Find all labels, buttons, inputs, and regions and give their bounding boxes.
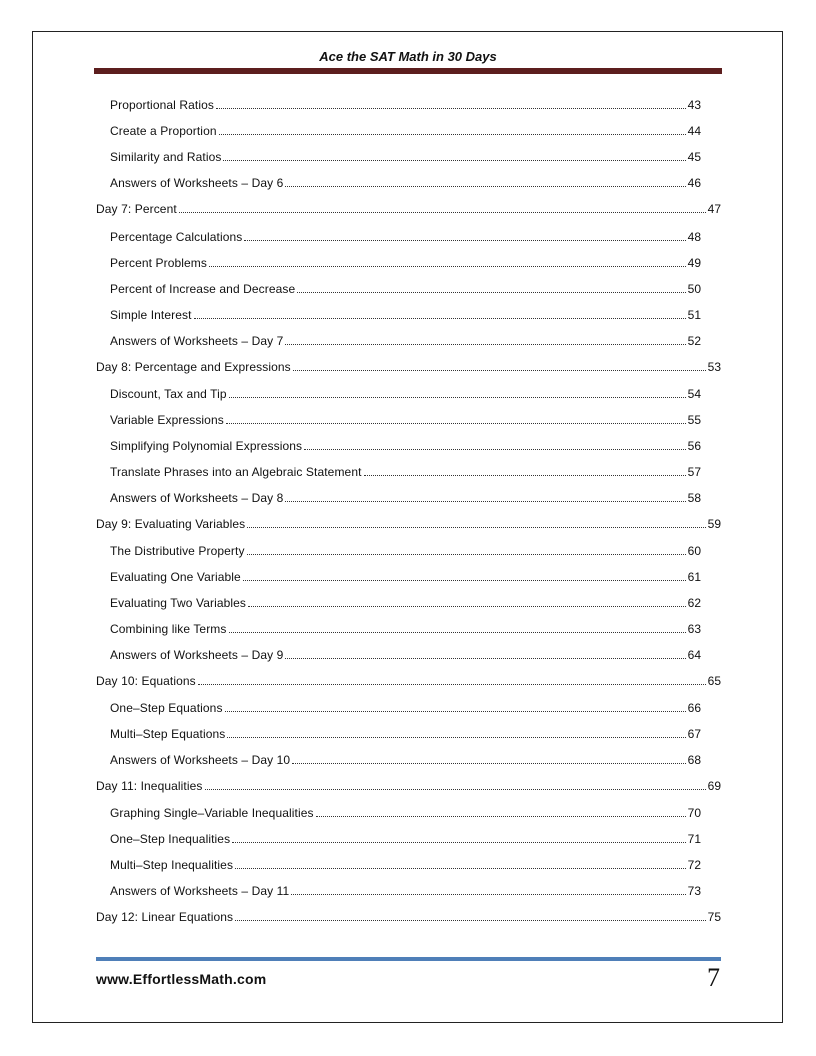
toc-entry[interactable] [110, 830, 721, 846]
toc-entry-page: 65 [707, 674, 721, 688]
toc-dot-leader [227, 737, 685, 738]
running-header-title: Ace the SAT Math in 30 Days [319, 49, 497, 64]
toc-entry-title: Day 11: Inequalities [96, 779, 203, 793]
toc-entry-page: 70 [687, 806, 701, 820]
toc-entry[interactable] [110, 437, 721, 453]
toc-entry-page: 52 [687, 334, 701, 348]
toc-entry-title: The Distributive Property [110, 544, 245, 558]
toc-entry-page: 63 [687, 622, 701, 636]
toc-entry-page: 59 [707, 517, 721, 531]
toc-entry[interactable] [110, 96, 721, 112]
toc-dot-leader [316, 816, 686, 817]
toc-entry-title: Answers of Worksheets – Day 9 [110, 648, 284, 662]
toc-dot-leader [285, 658, 685, 659]
toc-entry-page: 60 [687, 544, 701, 558]
toc-entry-title: Day 12: Linear Equations [96, 910, 234, 924]
toc-entry-page: 48 [687, 230, 701, 244]
toc-entry-page: 43 [687, 98, 701, 112]
toc-entry-page: 46 [687, 176, 701, 190]
toc-entry-title: Answers of Worksheets – Day 8 [110, 491, 284, 505]
toc-dot-leader [248, 606, 686, 607]
toc-dot-leader [209, 266, 686, 267]
toc-entry[interactable] [96, 515, 721, 531]
toc-entry-page: 62 [687, 596, 701, 610]
toc-entry-title: Multi–Step Equations [110, 727, 226, 741]
toc-entry-title: One–Step Inequalities [110, 832, 231, 846]
toc-entry[interactable] [110, 856, 721, 872]
toc-entry-page: 71 [687, 832, 701, 846]
toc-entry-page: 55 [687, 413, 701, 427]
toc-dot-leader [247, 554, 686, 555]
toc-entry-page: 75 [707, 910, 721, 924]
toc-entry-title: Proportional Ratios [110, 98, 214, 112]
toc-entry-title: Translate Phrases into an Algebraic Statement [110, 465, 362, 479]
toc-entry-page: 56 [687, 439, 701, 453]
toc-entry[interactable] [110, 804, 721, 820]
toc-dot-leader [216, 108, 686, 109]
toc-entry-title: Percent of Increase and Decrease [110, 282, 296, 296]
toc-entry[interactable] [110, 463, 721, 479]
toc-dot-leader [194, 318, 686, 319]
toc-entry-page: 47 [707, 202, 721, 216]
toc-entry-title: Graphing Single–Variable Inequalities [110, 806, 314, 820]
toc-entry[interactable] [110, 306, 721, 322]
toc-entry[interactable] [110, 254, 721, 270]
toc-entry-title: Answers of Worksheets – Day 7 [110, 334, 284, 348]
toc-entry-page: 68 [687, 753, 701, 767]
toc-entry-title: Create a Proportion [110, 124, 217, 138]
toc-entry-page: 53 [707, 360, 721, 374]
toc-entry-title: Similarity and Ratios [110, 150, 222, 164]
toc-entry-title: Discount, Tax and Tip [110, 387, 227, 401]
toc-entry-page: 73 [687, 884, 701, 898]
toc-entry-page: 66 [687, 701, 701, 715]
toc-entry-page: 72 [687, 858, 701, 872]
toc-entry[interactable] [110, 122, 721, 138]
toc-entry[interactable] [110, 699, 721, 715]
toc-entry[interactable] [96, 200, 721, 216]
toc-entry[interactable] [110, 620, 721, 636]
toc-entry-page: 61 [687, 570, 701, 584]
toc-dot-leader [229, 632, 686, 633]
toc-dot-leader [297, 292, 685, 293]
toc-dot-leader [304, 449, 685, 450]
toc-entry[interactable] [96, 777, 721, 793]
toc-entry-title: Evaluating One Variable [110, 570, 241, 584]
toc-dot-leader [226, 423, 686, 424]
toc-dot-leader [223, 160, 685, 161]
toc-dot-leader [219, 134, 686, 135]
toc-entry-title: Day 9: Evaluating Variables [96, 517, 246, 531]
toc-entry-title: Answers of Worksheets – Day 6 [110, 176, 284, 190]
toc-dot-leader [243, 580, 686, 581]
toc-entry[interactable] [110, 385, 721, 401]
toc-entry[interactable] [110, 568, 721, 584]
toc-dot-leader [285, 501, 685, 502]
footer-rule [96, 957, 721, 961]
toc-entry[interactable] [110, 725, 721, 741]
toc-entry-page: 49 [687, 256, 701, 270]
toc-dot-leader [244, 240, 685, 241]
toc-entry-title: Answers of Worksheets – Day 10 [110, 753, 291, 767]
toc-dot-leader [291, 894, 685, 895]
toc-entry-title: Combining like Terms [110, 622, 227, 636]
toc-dot-leader [229, 397, 686, 398]
toc-entry[interactable] [110, 228, 721, 244]
toc-entry[interactable] [96, 672, 721, 688]
toc-entry-title: Evaluating Two Variables [110, 596, 247, 610]
toc-entry-title: Percentage Calculations [110, 230, 243, 244]
toc-entry[interactable] [110, 594, 721, 610]
toc-entry[interactable] [110, 646, 721, 662]
toc-entry-page: 57 [687, 465, 701, 479]
toc-entry-page: 58 [687, 491, 701, 505]
toc-entry-title: Variable Expressions [110, 413, 224, 427]
toc-dot-leader [364, 475, 686, 476]
toc-entry-page: 54 [687, 387, 701, 401]
toc-entry-page: 50 [687, 282, 701, 296]
page-number: 7 [707, 963, 720, 992]
toc-entry-page: 69 [707, 779, 721, 793]
toc-dot-leader [232, 842, 685, 843]
toc-entry-title: Simple Interest [110, 308, 192, 322]
toc-dot-leader [205, 789, 706, 790]
toc-entry[interactable] [110, 411, 721, 427]
toc-entry-page: 45 [687, 150, 701, 164]
toc-entry-page: 67 [687, 727, 701, 741]
toc-dot-leader [235, 920, 705, 921]
toc-dot-leader [293, 370, 706, 371]
toc-dot-leader [235, 868, 686, 869]
toc-entry[interactable] [110, 489, 721, 505]
toc-entry-page: 44 [687, 124, 701, 138]
toc-entry-title: Day 10: Equations [96, 674, 196, 688]
toc-entry-title: Multi–Step Inequalities [110, 858, 234, 872]
toc-dot-leader [225, 711, 686, 712]
toc-entry-page: 64 [687, 648, 701, 662]
toc-entry[interactable] [96, 908, 721, 924]
toc-entry-title: Answers of Worksheets – Day 11 [110, 884, 290, 898]
toc-dot-leader [198, 684, 706, 685]
toc-entry-title: Percent Problems [110, 256, 207, 270]
toc-dot-leader [285, 186, 685, 187]
toc-entry-page: 51 [687, 308, 701, 322]
toc-dot-leader [179, 212, 706, 213]
toc-dot-leader [292, 763, 685, 764]
toc-entry[interactable] [110, 280, 721, 296]
toc-entry-title: Day 7: Percent [96, 202, 177, 216]
toc-entry[interactable] [110, 148, 721, 164]
toc-entry[interactable] [96, 358, 721, 374]
toc-dot-leader [285, 344, 685, 345]
footer-website-link[interactable]: www.EffortlessMath.com [96, 971, 267, 987]
toc-entry-title: Day 8: Percentage and Expressions [96, 360, 291, 374]
toc-dot-leader [247, 527, 705, 528]
toc-entry[interactable] [110, 882, 721, 898]
toc-entry[interactable] [110, 174, 721, 190]
toc-entry[interactable] [110, 751, 721, 767]
toc-entry-title: Simplifying Polynomial Expressions [110, 439, 303, 453]
toc-entry[interactable] [110, 542, 721, 558]
toc-entry-title: One–Step Equations [110, 701, 223, 715]
toc-entry[interactable] [110, 332, 721, 348]
